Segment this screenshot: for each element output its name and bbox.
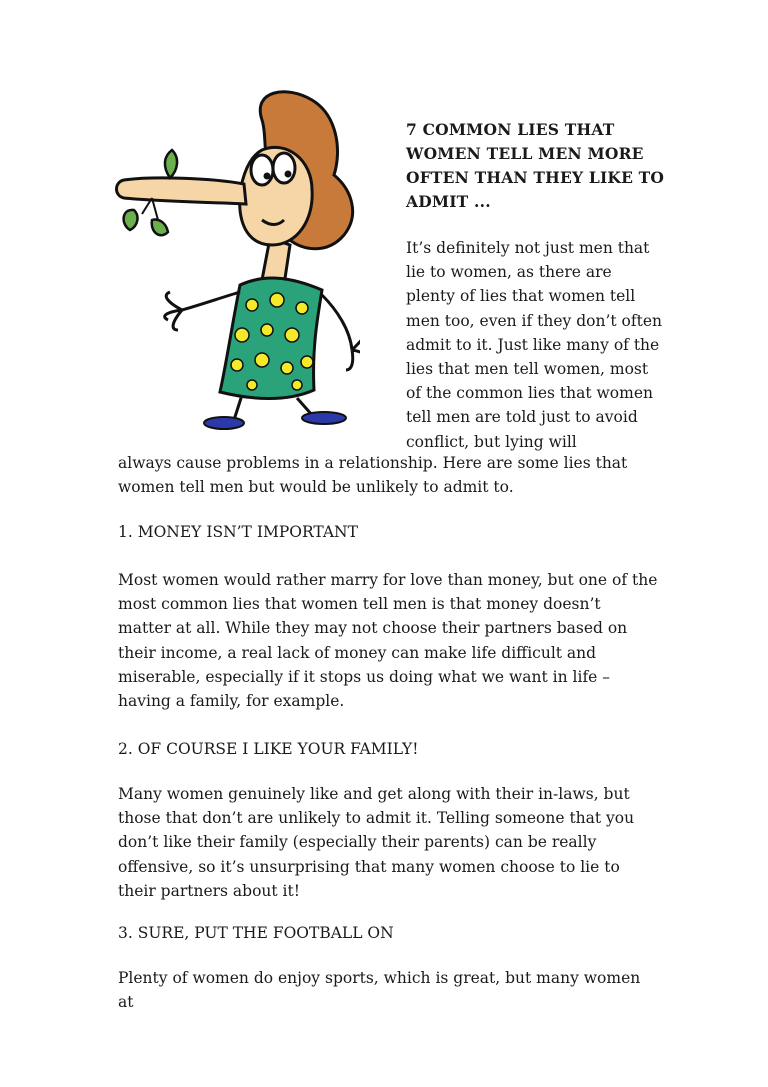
section-1-body: Most women would rather marry for love than money, but one of the most common lies that women tell men is that money doesn’t matter at all. While they may not choose their partners based on their income, a real lack of money can make life difficult and miserable, especially if it stops us doing what we want in life – having a family, for example. xyxy=(118,571,658,711)
intro-paragraph-continuation: always cause problems in a relationship. Here are some lies that women tell men but would be unlikely to admit to. xyxy=(118,454,628,497)
cartoon-woman-long-nose-illustration xyxy=(112,80,360,430)
section-3-heading: 3. SURE, PUT THE FOOTBALL ON xyxy=(118,924,394,942)
section-1-heading: 1. MONEY ISN’T IMPORTANT xyxy=(118,523,358,541)
intro-paragraph-side: It’s definitely not just men that lie to women, as there are plenty of lies that women tell men too, even if they don’t often admit to it. Just like many of the lies that men tell women, most of the common lies that women tell men are told just to avoid conflict, but lying will xyxy=(406,239,662,451)
section-2-heading: 2. OF COURSE I LIKE YOUR FAMILY! xyxy=(118,740,419,758)
document-title: 7 COMMON LIES THAT WOMEN TELL MEN MORE OFTEN THAN THEY LIKE TO ADMIT ... xyxy=(406,120,665,211)
section-2-body: Many women genuinely like and get along with their in-laws, but those that don’t are unlikely to admit it. Telling someone that you don’t like their family (especially their parents) can be really offensive, so it’s unsurprising that many women choose to lie to their partners about it! xyxy=(118,785,635,900)
section-3-body: Plenty of women do enjoy sports, which is great, but many women at xyxy=(118,969,641,1012)
